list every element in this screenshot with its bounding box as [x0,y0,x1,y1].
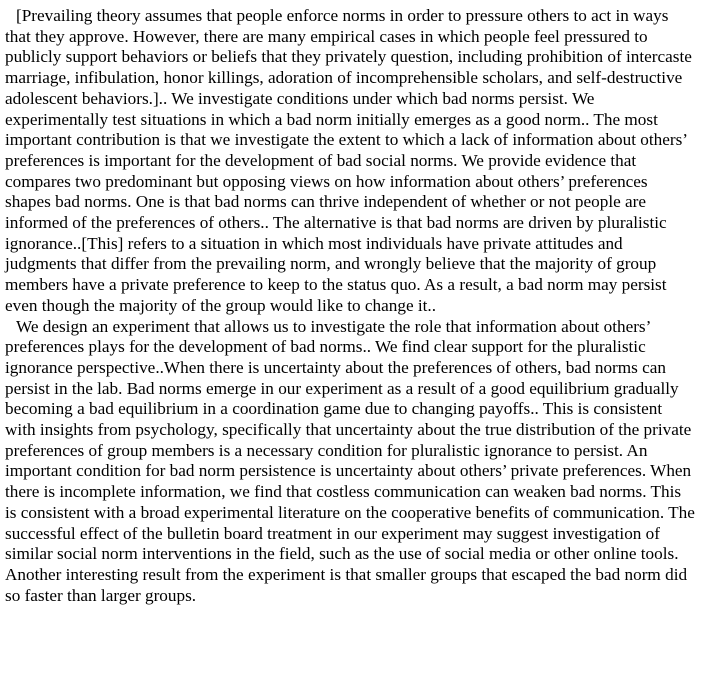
paragraph-intro: [Prevailing theory assumes that people enforce norms in order to pressure others to act in ways that they approve. However, there are many empirical cases in which people feel pressured to publicly support behaviors or beliefs that they privately question, including prohibition of intercaste marriage, infibulation, honor killings, adoration of incomprehensible scholars, and self-destructive adolescent behaviors.].. We investigate conditions under which bad norms persist. We experimentally test situations in which a bad norm initially emerges as a good norm.. The most important contribution is that we investigate the extent to which a lack of information about others’ preferences is important for the development of bad social norms. We provide evidence that compares two predominant but opposing views on how information about others’ preferences shapes bad norms. One is that bad norms can thrive independent of whether or not people are informed of the preferences of others.. The alternative is that bad norms are driven by pluralistic ignorance..[This] refers to a situation in which most individuals have private attitudes and judgments that differ from the prevailing norm, and wrongly believe that the majority of group members have a private preference to keep to the status quo. As a result, a bad norm may persist even though the majority of the group would like to change it.. [5,6,692,315]
paragraph-experiment: We design an experiment that allows us to investigate the role that information about others’ preferences plays for the development of bad norms.. We find clear support for the pluralistic ignorance perspective..When there is uncertainty about the preferences of others, bad norms can persist in the lab. Bad norms emerge in our experiment as a result of a good equilibrium gradually becoming a bad equilibrium in a coordination game due to changing payoffs.. This is consistent with insights from psychology, specifically that uncertainty about the true distribution of the private preferences of group members is a necessary condition for pluralistic ignorance to persist. An important condition for bad norm persistence is uncertainty about others’ private preferences. When there is incomplete information, we find that costless communication can weaken bad norms. This is consistent with a broad experimental literature on the cooperative benefits of communication. The successful effect of the bulletin board treatment in our experiment may suggest investigation of similar social norm interventions in the field, such as the use of social media or other online tools. Another interesting result from the experiment is that smaller groups that escaped the bad norm did so faster than larger groups. [5,316,695,605]
